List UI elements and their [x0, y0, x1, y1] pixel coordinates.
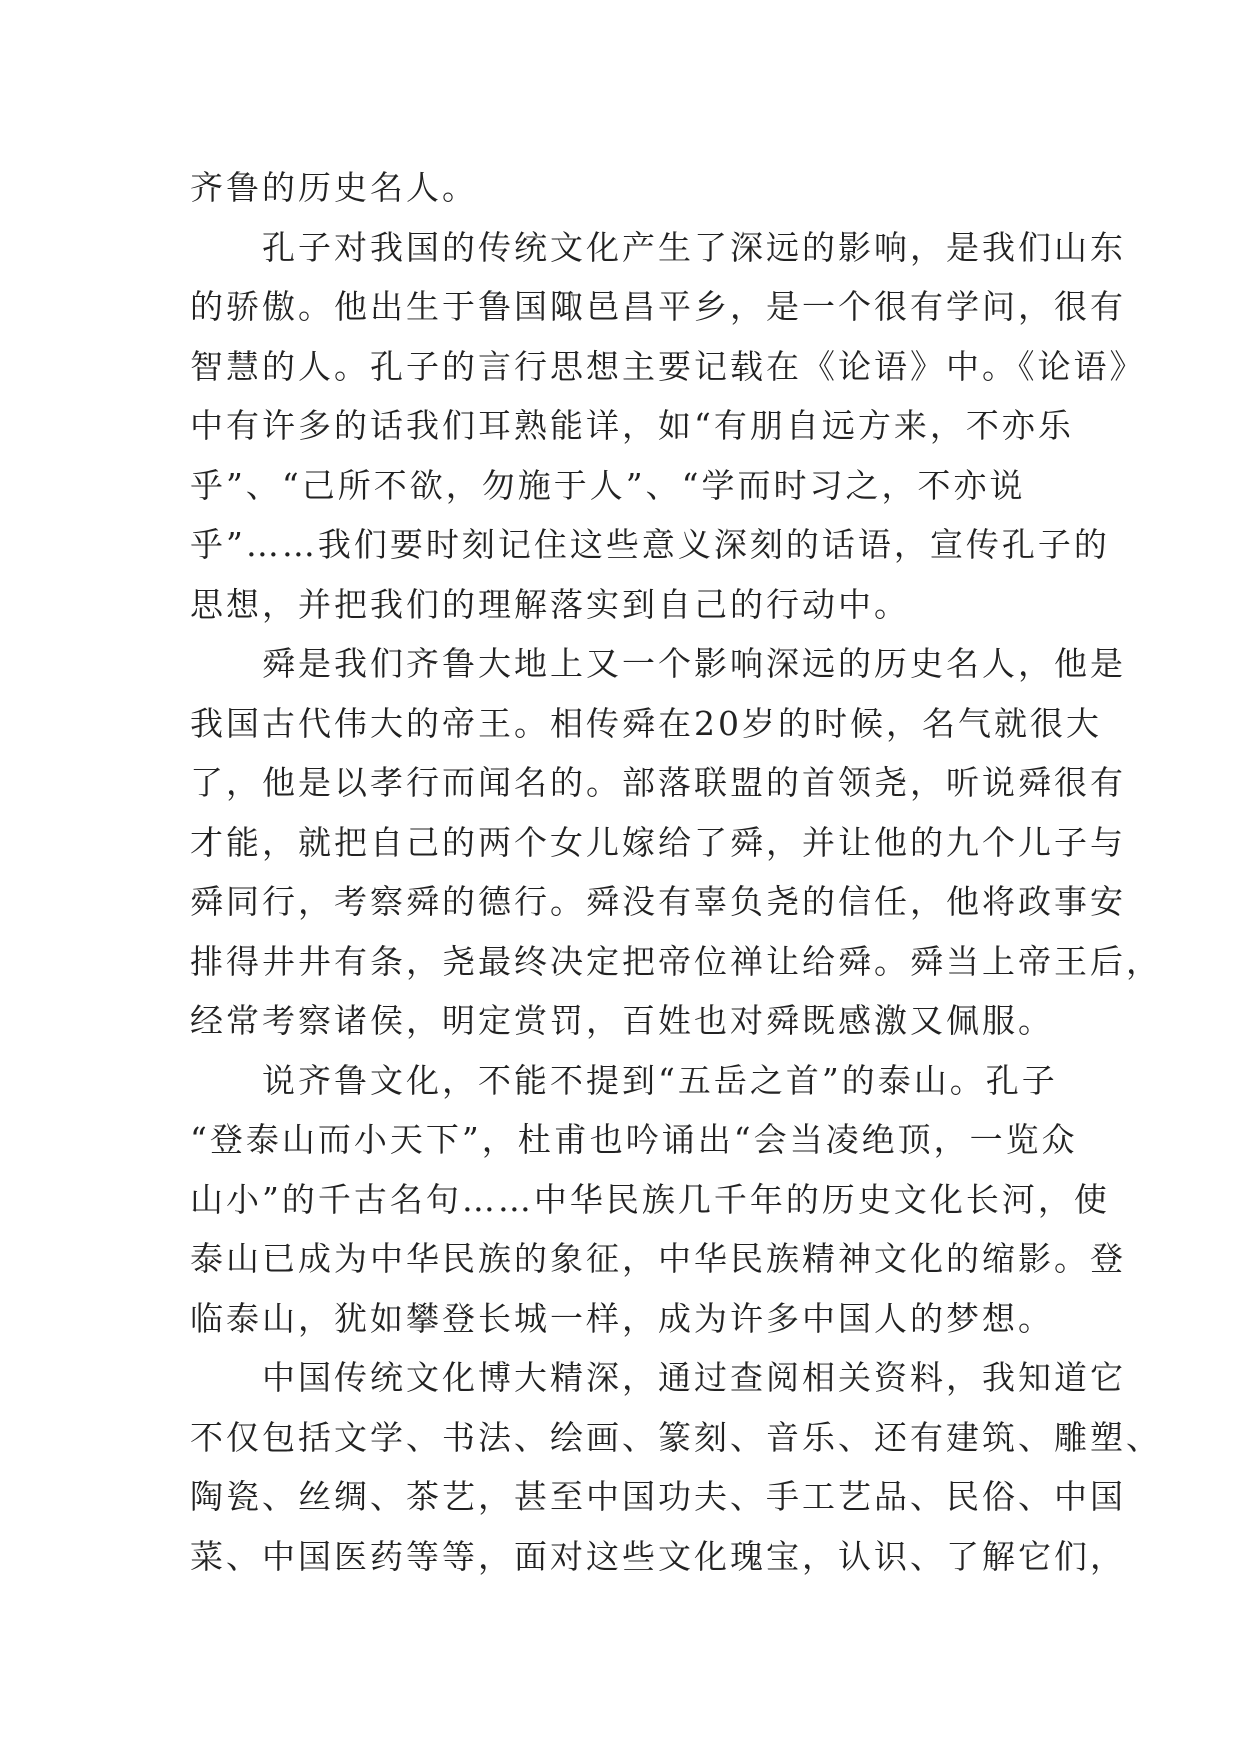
paragraph-culture-start: 中国传统文化博大精深，通过查阅相关资料，我知道它 [262, 1358, 1126, 1397]
text-line: 中有许多的话我们耳熟能详，如“有朋自远方来，不亦乐 [190, 406, 1074, 445]
text-line: 舜同行，考察舜的德行。舜没有辜负尧的信任，他将政事安 [190, 882, 1126, 921]
text-line: 思想，并把我们的理解落实到自己的行动中。 [190, 584, 910, 624]
paragraph-shun-start: 舜是我们齐鲁大地上又一个影响深远的历史名人，他是 [262, 644, 1126, 683]
text-line: 不仅包括文学、书法、绘画、篆刻、音乐、还有建筑、雕塑、 [190, 1417, 1162, 1457]
text-line: 山小”的千古名句……中华民族几千年的历史文化长河，使 [190, 1179, 1110, 1219]
text-line: 乎”……我们要时刻记住这些意义深刻的话语，宣传孔子的 [190, 525, 1110, 564]
text-line: 经常考察诸侯，明定赏罚，百姓也对舜既感激又佩服。 [190, 1001, 1054, 1040]
text-line: 临泰山，犹如攀登长城一样，成为许多中国人的梦想。 [190, 1298, 1054, 1338]
text-line: 的骄傲。他出生于鲁国陬邑昌平乡，是一个很有学问，很有 [190, 287, 1126, 326]
text-line: 了，他是以孝行而闻名的。部落联盟的首领尧，听说舜很有 [190, 763, 1126, 802]
text-line: 齐鲁的历史名人。 [190, 168, 478, 207]
text-line: 陶瓷、丝绸、茶艺，甚至中国功夫、手工艺品、民俗、中国 [190, 1477, 1126, 1516]
text-line: 才能，就把自己的两个女儿嫁给了舜，并让他的九个儿子与 [190, 822, 1126, 862]
text-line: 乎”、“己所不欲，勿施于人”、“学而时习之，不亦说 [190, 465, 1026, 505]
text-line: 我国古代伟大的帝王。相传舜在20岁的时候，名气就很大 [190, 703, 1102, 743]
text-line: 泰山已成为中华民族的象征，中华民族精神文化的缩影。登 [190, 1239, 1126, 1278]
text-line: “登泰山而小天下”，杜甫也吟诵出“会当凌绝顶，一览众 [190, 1120, 1078, 1159]
essay-text [190, 158, 1162, 1586]
paragraph-taishan-start: 说齐鲁文化，不能不提到“五岳之首”的泰山。孔子 [262, 1060, 1058, 1100]
text-line: 菜、中国医药等等，面对这些文化瑰宝，认识、了解它们， [190, 1536, 1126, 1576]
paragraph-confucius-start: 孔子对我国的传统文化产生了深远的影响，是我们山东 [262, 227, 1126, 267]
text-line: 智慧的人。孔子的言行思想主要记载在《论语》中。《论语》 [190, 346, 1146, 386]
text-line: 排得井井有条，尧最终决定把帝位禅让给舜。舜当上帝王后， [190, 941, 1162, 981]
